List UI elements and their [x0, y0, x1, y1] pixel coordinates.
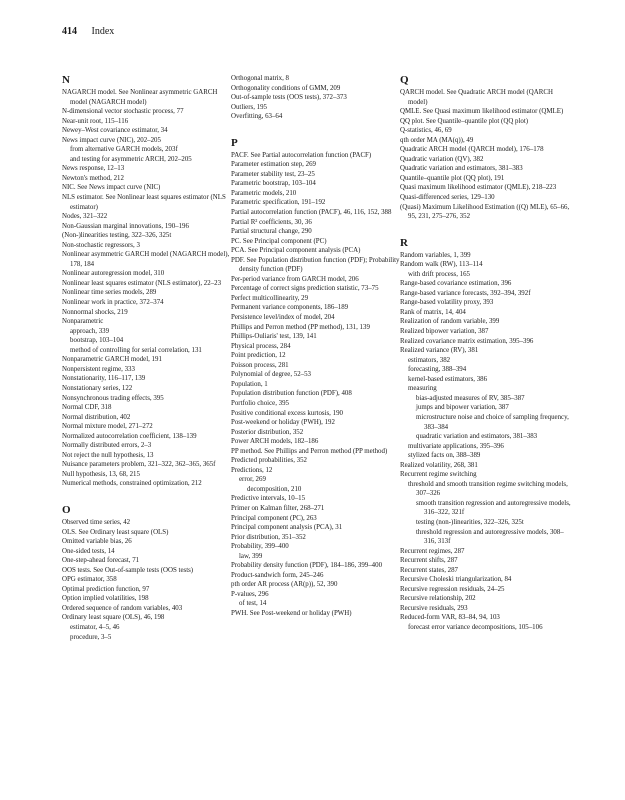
section-letter: Q [400, 74, 409, 86]
index-entry: Not reject the null hypothesis, 13 [62, 451, 154, 459]
index-entry: Phillips and Perron method (PP method), 131, 139 [231, 323, 370, 331]
index-entry: Numerical methods, constrained optimization, 212 [62, 480, 202, 488]
index-entry: OOS tests. See Out-of-sample tests (OOS tests) [62, 566, 194, 574]
index-entry: Nonstationary series, 122 [62, 384, 133, 392]
index-entry: Parametric models, 210 [231, 189, 297, 197]
index-entry: PWH. See Post-weekend or holiday (PWH) [231, 609, 352, 617]
index-subentry: quadratic variation and estimators, 381–383 [416, 433, 538, 441]
index-subentry: measuring [408, 385, 437, 393]
index-entry: Omitted variable bias, 26 [62, 538, 132, 546]
index-entry: Principal component (PC), 263 [231, 514, 317, 522]
index-entry: Overfitting, 63–64 [231, 113, 283, 121]
index-entry: Rank of matrix, 14, 404 [400, 308, 466, 316]
index-entry: Portfolio choice, 395 [231, 399, 289, 407]
index-entry: Permanent variance components, 186–189 [231, 304, 349, 312]
index-entry: QARCH model. See Quadratic ARCH model (QARCH model) [400, 89, 553, 106]
index-entry: Principal component analysis (PCA), 31 [231, 524, 343, 532]
index-column-2 [231, 74, 403, 619]
index-entry: Normal distribution, 402 [62, 413, 131, 421]
index-entry: Normalized autocorrelation coefficient, 138–139 [62, 432, 197, 440]
index-entry: Perfect multicollinearity, 29 [231, 294, 309, 302]
index-subentry: jumps and bipower variation, 387 [416, 404, 509, 412]
index-entry: Probability density function (PDF), 184–186, 399–400 [231, 562, 383, 570]
index-entry: Nonsynchronous trading effects, 395 [62, 394, 164, 402]
index-subentry: from alternative GARCH models, 203f [70, 146, 178, 154]
index-entry: Nonstationarity, 116–117, 139 [62, 375, 146, 383]
index-entry: Prior distribution, 351–352 [231, 533, 306, 541]
index-subentry: testing (non-)linearities, 322–326, 325t [416, 518, 524, 526]
index-entry: Recursive regression residuals, 24–25 [400, 585, 505, 593]
index-entry: Normal mixture model, 271–272 [62, 423, 153, 431]
index-entry: PP method. See Phillips and Perron method (PP method) [231, 447, 388, 455]
index-entry: Ordinary least square (OLS), 46, 198 [62, 614, 165, 622]
index-entry: OPG estimator, 358 [62, 576, 117, 584]
index-entry: Nonnormal shocks, 219 [62, 308, 128, 316]
index-entry: Quadratic variation and estimators, 381–383 [400, 165, 523, 173]
index-entry: pth order AR process (AR(p)), 52, 390 [231, 581, 338, 589]
index-subentry: estimator, 4–5, 46 [70, 623, 120, 631]
index-entry: Orthogonality conditions of GMM, 209 [231, 84, 341, 92]
index-entry: Nonlinear autoregression model, 310 [62, 270, 165, 278]
index-entry: QMLE. See Quasi maximum likelihood estimator (QMLE) [400, 108, 564, 116]
index-subentry: threshold and smooth transition regime switching models, 307–326 [408, 480, 568, 498]
index-entry: Predictions, 12 [231, 466, 273, 474]
index-entry: Realization of random variable, 399 [400, 318, 500, 326]
index-entry: Parameter estimation step, 269 [231, 161, 316, 169]
index-entry: Outliers, 195 [231, 103, 267, 111]
index-entry: QQ plot. See Quantile–quantile plot (QQ plot) [400, 117, 529, 125]
index-entry: Recursive residuals, 293 [400, 604, 468, 612]
index-entry: Quadratic ARCH model (QARCH model), 176–178 [400, 146, 544, 154]
index-subentry: kernel-based estimators, 386 [408, 375, 488, 383]
index-entry: Normal CDF, 318 [62, 404, 112, 412]
index-entry: Primer on Kalman filter, 268–271 [231, 504, 325, 512]
index-entry: OLS. See Ordinary least square (OLS) [62, 528, 169, 536]
index-entry: (Quasi) Maximum Likelihood Estimation ((Q) MLE), 65–66, 95, 231, 275–276, 352 [400, 203, 570, 221]
index-entry: Parameter stability test, 23–25 [231, 170, 315, 178]
index-entry: qth order MA (MA(q)), 49 [400, 136, 474, 144]
section-gap [400, 222, 572, 237]
index-entry: Persistence level/index of model, 204 [231, 314, 335, 322]
index-entry: Posterior distribution, 352 [231, 428, 304, 436]
index-entry: Polynomial of degree, 52–53 [231, 371, 311, 379]
page-number: 414 [62, 26, 77, 37]
index-entry: Orthogonal matrix, 8 [231, 75, 289, 82]
index-entry: N-dimensional vector stochastic process, 77 [62, 108, 184, 116]
index-entry: Parametric bootstrap, 103–104 [231, 180, 316, 188]
index-entry: Realized variance (RV), 381 [400, 347, 479, 355]
index-entry: Random variables, 1, 399 [400, 251, 471, 259]
index-entry: Recurrent regime switching [400, 471, 477, 479]
index-entry: Normally distributed errors, 2–3 [62, 442, 152, 450]
index-entry: P-values, 296 [231, 590, 269, 598]
index-entry: Nonpersistent regime, 333 [62, 365, 135, 373]
index-entry: Quasi maximum likelihood estimator (QMLE), 218–223 [400, 184, 557, 192]
index-subentry: forecasting, 388–394 [408, 366, 467, 374]
index-subentry: error, 269 [239, 476, 266, 484]
section-gap [62, 489, 234, 504]
index-entry: Population, 1 [231, 380, 268, 388]
index-entry: Newey–West covariance estimator, 34 [62, 127, 168, 135]
index-entry: Reduced-form VAR, 83–84, 94, 103 [400, 614, 500, 622]
index-entry: Product-sandwich form, 245–246 [231, 571, 324, 579]
index-entry: Observed time series, 42 [62, 518, 131, 526]
index-entry: NAGARCH model. See Nonlinear asymmetric GARCH model (NAGARCH model) [62, 89, 218, 106]
index-entry: Recurrent states, 287 [400, 566, 458, 574]
index-entry: News response, 12–13 [62, 165, 125, 173]
index-subentry: with drift process, 165 [408, 270, 471, 278]
index-entry: Per-period variance from GARCH model, 206 [231, 275, 359, 283]
index-subentry: law, 399 [239, 552, 263, 560]
index-entry: Realized bipower variation, 387 [400, 328, 489, 336]
index-entry: Parametric specification, 191–192 [231, 199, 326, 207]
index-entry: Nuisance parameters problem, 321–322, 362–365, 365f [62, 461, 216, 469]
index-entry: Null hypothesis, 13, 68, 215 [62, 470, 140, 478]
index-column-3 [400, 74, 572, 633]
index-entry: Physical process, 284 [231, 342, 291, 350]
index-entry: Predicted probabilities, 352 [231, 457, 307, 465]
index-entry: News impact curve (NIC), 202–205 [62, 136, 161, 144]
index-entry: Poisson process, 281 [231, 361, 289, 369]
index-subentry: bias-adjusted measures of RV, 385–387 [416, 394, 525, 402]
index-entry: Nonparametric GARCH model, 191 [62, 356, 162, 364]
index-entry: Quasi-differenced series, 129–130 [400, 194, 495, 202]
index-entry: Near-unit root, 115–116 [62, 117, 129, 125]
index-entry: Non-stochastic regressors, 3 [62, 241, 140, 249]
index-subentry: bootstrap, 103–104 [70, 337, 124, 345]
index-entry: PACF. See Partial autocorrelation function (PACF) [231, 151, 372, 159]
index-entry: Positive conditional excess kurtosis, 190 [231, 409, 343, 417]
index-entry: Out-of-sample tests (OOS tests), 372–373 [231, 94, 347, 102]
index-entry: (Non-)linearities testing, 322–326, 325t [62, 232, 172, 240]
index-subentry: approach, 339 [70, 327, 110, 335]
index-entry: Quantile–quantile plot (QQ plot), 191 [400, 174, 505, 182]
index-entry: PCA. See Principal component analysis (PCA) [231, 247, 361, 255]
index-subentry: stylized facts on, 388–389 [408, 452, 481, 460]
index-entry: Nonlinear work in practice, 372–374 [62, 299, 164, 307]
index-entry: Recursive Choleski triangularization, 84 [400, 576, 512, 584]
section-gap [231, 122, 403, 137]
index-entry: Recursive relationship, 202 [400, 595, 476, 603]
index-subentry: procedure, 3–5 [70, 633, 112, 641]
index-entry: Ordered sequence of random variables, 403 [62, 604, 183, 612]
index-entry: Point prediction, 12 [231, 352, 286, 360]
index-entry: Partial autocorrelation function (PACF), 46, 116, 152, 388 [231, 209, 392, 217]
index-entry: Nonlinear asymmetric GARCH model (NAGARCH model), 178, 184 [62, 251, 230, 268]
index-entry: Recurrent regimes, 287 [400, 547, 465, 555]
index-subentry: threshold regression and autoregressive models, 308–316, 313f [416, 528, 564, 546]
index-entry: Recurrent shifts, 287 [400, 557, 458, 565]
index-entry: Nonlinear least squares estimator (NLS estimator), 22–23 [62, 279, 222, 287]
index-subentry: estimators, 382 [408, 356, 451, 364]
index-entry: Nodes, 321–322 [62, 213, 108, 221]
index-entry: Range-based variance forecasts, 392–394, 392f [400, 289, 531, 297]
index-entry: One-step-ahead forecast, 71 [62, 557, 140, 565]
index-subentry: microstructure noise and choice of sampling frequency, 383–384 [416, 413, 569, 431]
index-entry: Power ARCH models, 182–186 [231, 438, 319, 446]
index-subentry: multivariate applications, 395–396 [408, 442, 504, 450]
index-entry: NIC. See News impact curve (NIC) [62, 184, 161, 192]
index-entry: Predictive intervals, 10–15 [231, 495, 306, 503]
index-entry: Range-based volatility proxy, 393 [400, 299, 494, 307]
index-entry: Population distribution function (PDF), 408 [231, 390, 352, 398]
index-entry: NLS estimator. See Nonlinear least squares estimator (NLS estimator) [62, 194, 226, 211]
index-column-1 [62, 74, 234, 642]
index-entry: Realized volatility, 268, 381 [400, 461, 478, 469]
index-entry: Realized covariance matrix estimation, 395–396 [400, 337, 534, 345]
index-subentry: of test, 14 [239, 600, 267, 608]
index-entry: PC. See Principal component (PC) [231, 237, 327, 245]
index-entry: PDF. See Population distribution function (PDF); Probability density function (PDF) [231, 256, 400, 274]
index-entry: One-sided tests, 14 [62, 547, 115, 555]
index-entry: Optimal prediction function, 97 [62, 585, 150, 593]
index-entry: Q-statistics, 46, 69 [400, 127, 452, 135]
index-subentry: method of controlling for serial correlation, 131 [70, 346, 202, 354]
index-entry: Random walk (RW), 113–114 [400, 261, 483, 269]
section-letter: O [62, 503, 71, 516]
section-letter: N [62, 74, 70, 86]
index-entry: Post-weekend or holiday (PWH), 192 [231, 419, 335, 427]
index-entry: Percentage of correct signs prediction statistic, 73–75 [231, 285, 379, 293]
index-subentry: and testing for asymmetric ARCH, 202–205 [70, 155, 192, 163]
running-header [62, 26, 114, 37]
index-entry: Range-based covariance estimation, 396 [400, 280, 512, 288]
index-entry: Probability, 399–400 [231, 543, 289, 551]
index-entry: Nonparametric [62, 318, 104, 326]
section-letter: P [231, 136, 238, 149]
index-entry: Option implied volatilities, 198 [62, 595, 149, 603]
index-entry: Non-Gaussian marginal innovations, 190–196 [62, 222, 189, 230]
index-subentry: forecast error variance decompositions, 105–106 [408, 623, 543, 631]
section-letter: R [400, 236, 408, 249]
index-entry: Phillips-Ouliaris' test, 139, 141 [231, 333, 317, 341]
index-subentry: smooth transition regression and autoregressive models, 316–322, 321f [416, 499, 571, 517]
index-subentry: decomposition, 210 [247, 485, 302, 493]
index-entry: Nonlinear time series models, 289 [62, 289, 157, 297]
index-entry: Newton's method, 212 [62, 174, 124, 182]
header-title: Index [91, 26, 115, 37]
index-entry: Quadratic variation (QV), 382 [400, 155, 484, 163]
index-entry: Partial R² coefficients, 30, 36 [231, 218, 312, 226]
index-entry: Partial structural change, 290 [231, 228, 312, 236]
